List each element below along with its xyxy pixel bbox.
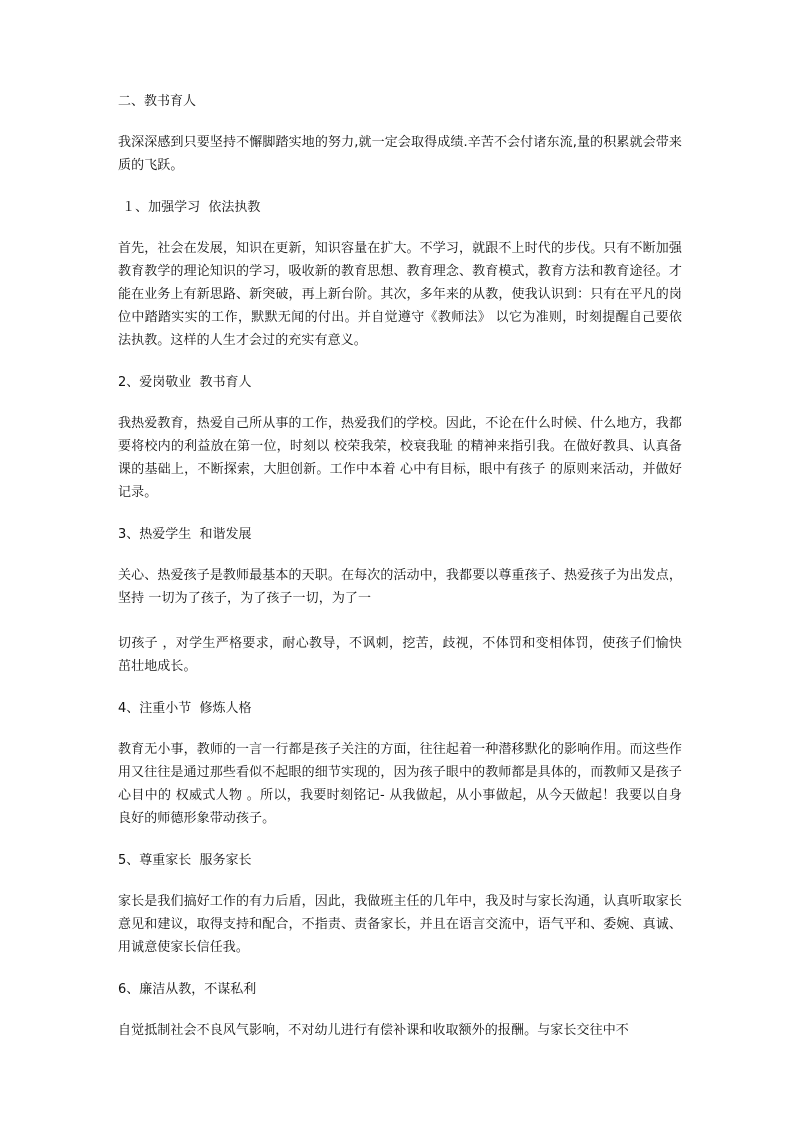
item-heading-4: 4、注重小节 修炼人格	[118, 701, 252, 716]
item-heading-6: 6、廉洁从教，不谋私利	[118, 982, 257, 997]
item-heading-2: 2、爱岗敬业 教书育人	[118, 375, 252, 390]
item-paragraph-1: 首先，社会在发展，知识在更新，知识容量在扩大。不学习，就跟不上时代的步伐。只有不断加强教育教学的理论知识的学习，吸收新的教育思想、教育理念、教育模式，教育方法和教育途径。才能在业务上有新思路、新突破，再上新台阶。其次，多年来的从教，使我认识到：只有在平凡的岗位中踏踏实实的工作，默默无闻的付出。并自觉遵守《教师法》 以它为准则，时刻提醒自己要依法执教。这样的人生才会过的充实有意义。	[118, 241, 682, 348]
item-paragraph-3b: 切孩子 ，对学生严格要求，耐心教导，不讽刺，挖苦，歧视，不体罚和变相体罚，使孩子们愉快茁壮地成长。	[118, 636, 682, 674]
section-title: 二、教书育人	[118, 94, 197, 109]
item-heading-3: 3、热爱学生 和谐发展	[118, 527, 252, 542]
intro-paragraph: 我深深感到只要坚持不懈脚踏实地的努力,就一定会取得成绩.辛苦不会付诸东流,量的积累就会带来质的飞跃。	[118, 135, 682, 173]
item-paragraph-6: 自觉抵制社会不良风气影响，不对幼儿进行有偿补课和收取额外的报酬。与家长交往中不	[118, 1023, 629, 1038]
item-heading-1: １、加强学习 依法执教	[118, 200, 261, 215]
item-paragraph-3a: 关心、热爱孩子是教师最基本的天职。在每次的活动中，我都要以尊重孩子、热爱孩子为出发点，坚持 一切为了孩子，为了孩子一切，为了一	[118, 568, 682, 606]
item-paragraph-5: 家长是我们搞好工作的有力后盾，因此，我做班主任的几年中，我及时与家长沟通，认真听取家长意见和建议，取得支持和配合，不指责、责备家长，并且在语言交流中，语气平和、委婉、真诚、用诚意使家长信任我。	[118, 894, 682, 955]
item-paragraph-4: 教育无小事，教师的一言一行都是孩子关注的方面，往往起着一种潜移默化的影响作用。而这些作用又往往是通过那些看似不起眼的细节实现的，因为孩子眼中的教师都是具体的，而教师又是孩子心目中的 权威式人物 。所以，我要时刻铭记- 从我做起，从小事做起，从今天做起！我要以自身良好的师德形象带动孩子。	[118, 742, 682, 826]
item-paragraph-2: 我热爱教育，热爱自己所从事的工作，热爱我们的学校。因此，不论在什么时候、什么地方，我都要将校内的利益放在第一位，时刻以 校荣我荣，校衰我耻 的精神来指引我。在做好教具、认真备课的基础上，不断探索，大胆创新。工作中本着 心中有目标，眼中有孩子 的原则来活动，并做好记录。	[118, 416, 682, 500]
item-heading-5: 5、尊重家长 服务家长	[118, 853, 252, 868]
document-page	[118, 93, 682, 1042]
